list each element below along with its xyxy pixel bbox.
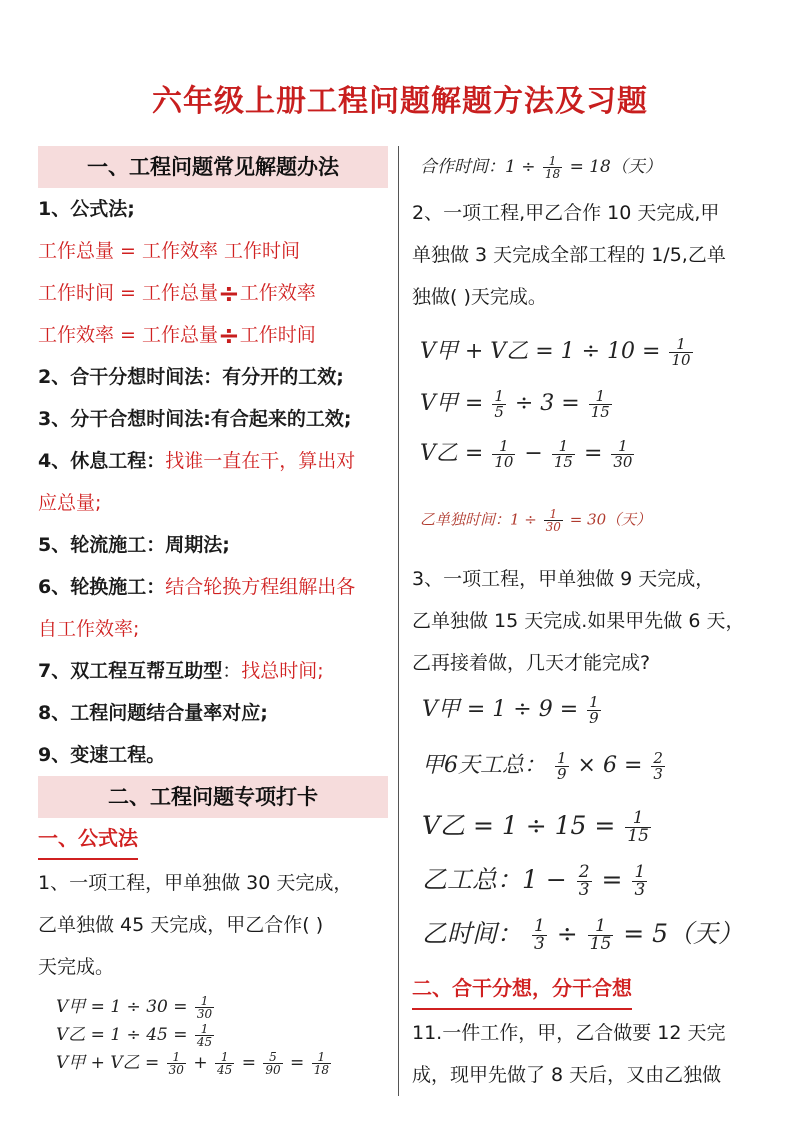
hw1-line-3: V甲 + V乙 = $\frac{1}{30}$ + $\frac{1}{45}$ = $\frac{5}{90}$ = $\frac{1}{18}$ bbox=[56, 1050, 329, 1077]
method-6 bbox=[38, 566, 388, 608]
method-4-text: 找谁一直在干，算出对 bbox=[165, 450, 356, 472]
method-1: 1、公式法; bbox=[38, 198, 135, 220]
problem-3-line-3: 乙再接着做，几天才能完成? bbox=[412, 652, 651, 674]
problem-2-line-1: 2、一项工程,甲乙合作 10 天完成,甲 bbox=[412, 202, 720, 224]
problem-1-line-2: 乙单独做 45 天完成，甲乙合作( ) bbox=[38, 914, 324, 936]
hw2-line-3: V乙 = $\frac{1}{10}$ − $\frac{1}{15}$ = $\frac{1}{30}$ bbox=[420, 436, 633, 471]
hw3-line-2: 甲6天工总： $\frac{1}{9}$ × 6 = $\frac{2}{3}$ bbox=[422, 748, 663, 783]
hw2-line-1: V甲 + V乙 = 1 ÷ 10 = $\frac{1}{10}$ bbox=[420, 334, 691, 369]
right-column bbox=[412, 146, 772, 1096]
method-5: 5、轮流施工：周期法; bbox=[38, 534, 230, 556]
method-4-colon: ： bbox=[146, 450, 166, 472]
method-4 bbox=[38, 440, 388, 482]
formula-time-right: 工作效率 bbox=[239, 282, 316, 304]
problem-2-line-2: 单独做 3 天完成全部工程的 1/5,乙单 bbox=[412, 244, 726, 266]
hw3-line-4: 乙工总：1 − $\frac{2}{3}$ = $\frac{1}{3}$ bbox=[422, 862, 646, 900]
divide-sign: ÷ bbox=[218, 279, 240, 309]
hw2-line-2: V甲 = $\frac{1}{5}$ ÷ 3 = $\frac{1}{15}$ bbox=[420, 386, 610, 421]
fraction: $\frac{1}{15}$ bbox=[627, 808, 649, 846]
method-7-label: 7、双工程互帮互助型 bbox=[38, 660, 223, 682]
problem-11-line-2: 成，现甲先做了 8 天后，又由乙独做 bbox=[412, 1064, 722, 1086]
handwritten-solution-2 bbox=[412, 318, 772, 558]
method-6-text-cont: 自工作效率; bbox=[38, 618, 140, 640]
hw3-line-3: V乙 = 1 ÷ 15 = $\frac{1}{15}$ bbox=[422, 808, 649, 846]
method-6-colon: ： bbox=[146, 576, 166, 598]
method-7-text: 找总时间; bbox=[241, 660, 324, 682]
method-7-colon: ： bbox=[222, 660, 242, 682]
fraction: $\frac{1}{15}$ bbox=[553, 436, 573, 471]
fraction: $\frac{1}{3}$ bbox=[634, 862, 646, 900]
problem-2-line-3: 独做( )天完成。 bbox=[412, 286, 547, 308]
method-6-text: 结合轮换方程组解出各 bbox=[165, 576, 356, 598]
fraction: $\frac{1}{45}$ bbox=[217, 1050, 233, 1077]
method-9: 9、变速工程。 bbox=[38, 744, 166, 766]
fraction: $\frac{1}{30}$ bbox=[196, 994, 213, 1021]
left-column bbox=[38, 146, 388, 1086]
fraction: $\frac{5}{90}$ bbox=[265, 1050, 281, 1077]
divide-sign: ÷ bbox=[218, 321, 240, 351]
section-heading-practice: 二、工程问题专项打卡 bbox=[38, 776, 388, 818]
fraction: $\frac{1}{15}$ bbox=[590, 386, 610, 421]
formula-time bbox=[38, 272, 388, 314]
hw2-line-4: 乙单独时间：1 ÷ $\frac{1}{30}$ = 30（天） bbox=[420, 507, 652, 534]
method-4-text-cont: 应总量; bbox=[38, 492, 102, 514]
fraction: $\frac{1}{30}$ bbox=[613, 436, 633, 471]
method-2: 2、合干分想时间法：有分开的工效; bbox=[38, 366, 344, 388]
fraction: $\frac{1}{30}$ bbox=[545, 507, 561, 534]
hw3-line-1: V甲 = 1 ÷ 9 = $\frac{1}{9}$ bbox=[422, 692, 599, 727]
method-7 bbox=[38, 650, 388, 692]
hw1-line-2: V乙 = 1 ÷ 45 = $\frac{1}{45}$ bbox=[56, 1022, 213, 1049]
fraction: $\frac{1}{10}$ bbox=[494, 436, 514, 471]
hw1-line-1: V甲 = 1 ÷ 30 = $\frac{1}{30}$ bbox=[56, 994, 213, 1021]
fraction: $\frac{1}{45}$ bbox=[196, 1022, 213, 1049]
column-divider bbox=[398, 146, 399, 1096]
method-3: 3、分干合想时间法:有合起来的工效; bbox=[38, 408, 352, 430]
method-8: 8、工程问题结合量率对应; bbox=[38, 702, 268, 724]
subheading-formula: 一、公式法 bbox=[38, 818, 138, 860]
fraction: $\frac{2}{3}$ bbox=[653, 748, 663, 783]
page-title: 六年级上册工程问题解题方法及习题 bbox=[152, 84, 648, 119]
method-6-label: 6、轮换施工 bbox=[38, 576, 147, 598]
subheading-split-merge: 二、合干分想，分干合想 bbox=[412, 968, 632, 1010]
formula-efficiency bbox=[38, 314, 388, 356]
fraction: $\frac{1}{15}$ bbox=[589, 916, 612, 954]
fraction: $\frac{1}{9}$ bbox=[557, 748, 567, 783]
fraction: $\frac{1}{18}$ bbox=[313, 1050, 329, 1077]
handwritten-solution-1-end: 合作时间：1 ÷ $\frac{1}{18}$ = 18（天） bbox=[420, 154, 662, 181]
problem-1-line-3: 天完成。 bbox=[38, 956, 115, 978]
problem-3-line-2: 乙单独做 15 天完成.如果甲先做 6 天， bbox=[412, 610, 745, 632]
formula-efficiency-right: 工作时间 bbox=[239, 324, 316, 346]
problem-3-line-1: 3、一项工程，甲单独做 9 天完成， bbox=[412, 568, 715, 590]
fraction: $\frac{1}{10}$ bbox=[671, 334, 691, 369]
problem-1-line-1: 1、一项工程，甲单独做 30 天完成， bbox=[38, 872, 353, 894]
fraction: $\frac{1}{30}$ bbox=[168, 1050, 184, 1077]
section-heading-methods: 一、工程问题常见解题办法 bbox=[38, 146, 388, 188]
fraction: $\frac{1}{9}$ bbox=[589, 692, 599, 727]
problem-11-line-1: 11.一件工作，甲，乙合做要 12 天完 bbox=[412, 1022, 726, 1044]
handwritten-solution-1 bbox=[38, 990, 388, 1086]
formula-efficiency-left: 工作效率 = 工作总量 bbox=[38, 324, 218, 346]
fraction: $\frac{1}{18}$ bbox=[544, 154, 561, 181]
formula-total: 工作总量 = 工作效率 工作时间 bbox=[38, 240, 301, 262]
method-4-label: 4、休息工程 bbox=[38, 450, 147, 472]
fraction: $\frac{2}{3}$ bbox=[578, 862, 590, 900]
handwritten-solution-3 bbox=[412, 684, 772, 968]
hw3-line-5: 乙时间： $\frac{1}{3}$ ÷ $\frac{1}{15}$ = 5（天） bbox=[422, 916, 744, 954]
fraction: $\frac{1}{3}$ bbox=[533, 916, 545, 954]
formula-time-left: 工作时间 = 工作总量 bbox=[38, 282, 218, 304]
fraction: $\frac{1}{5}$ bbox=[494, 386, 504, 421]
